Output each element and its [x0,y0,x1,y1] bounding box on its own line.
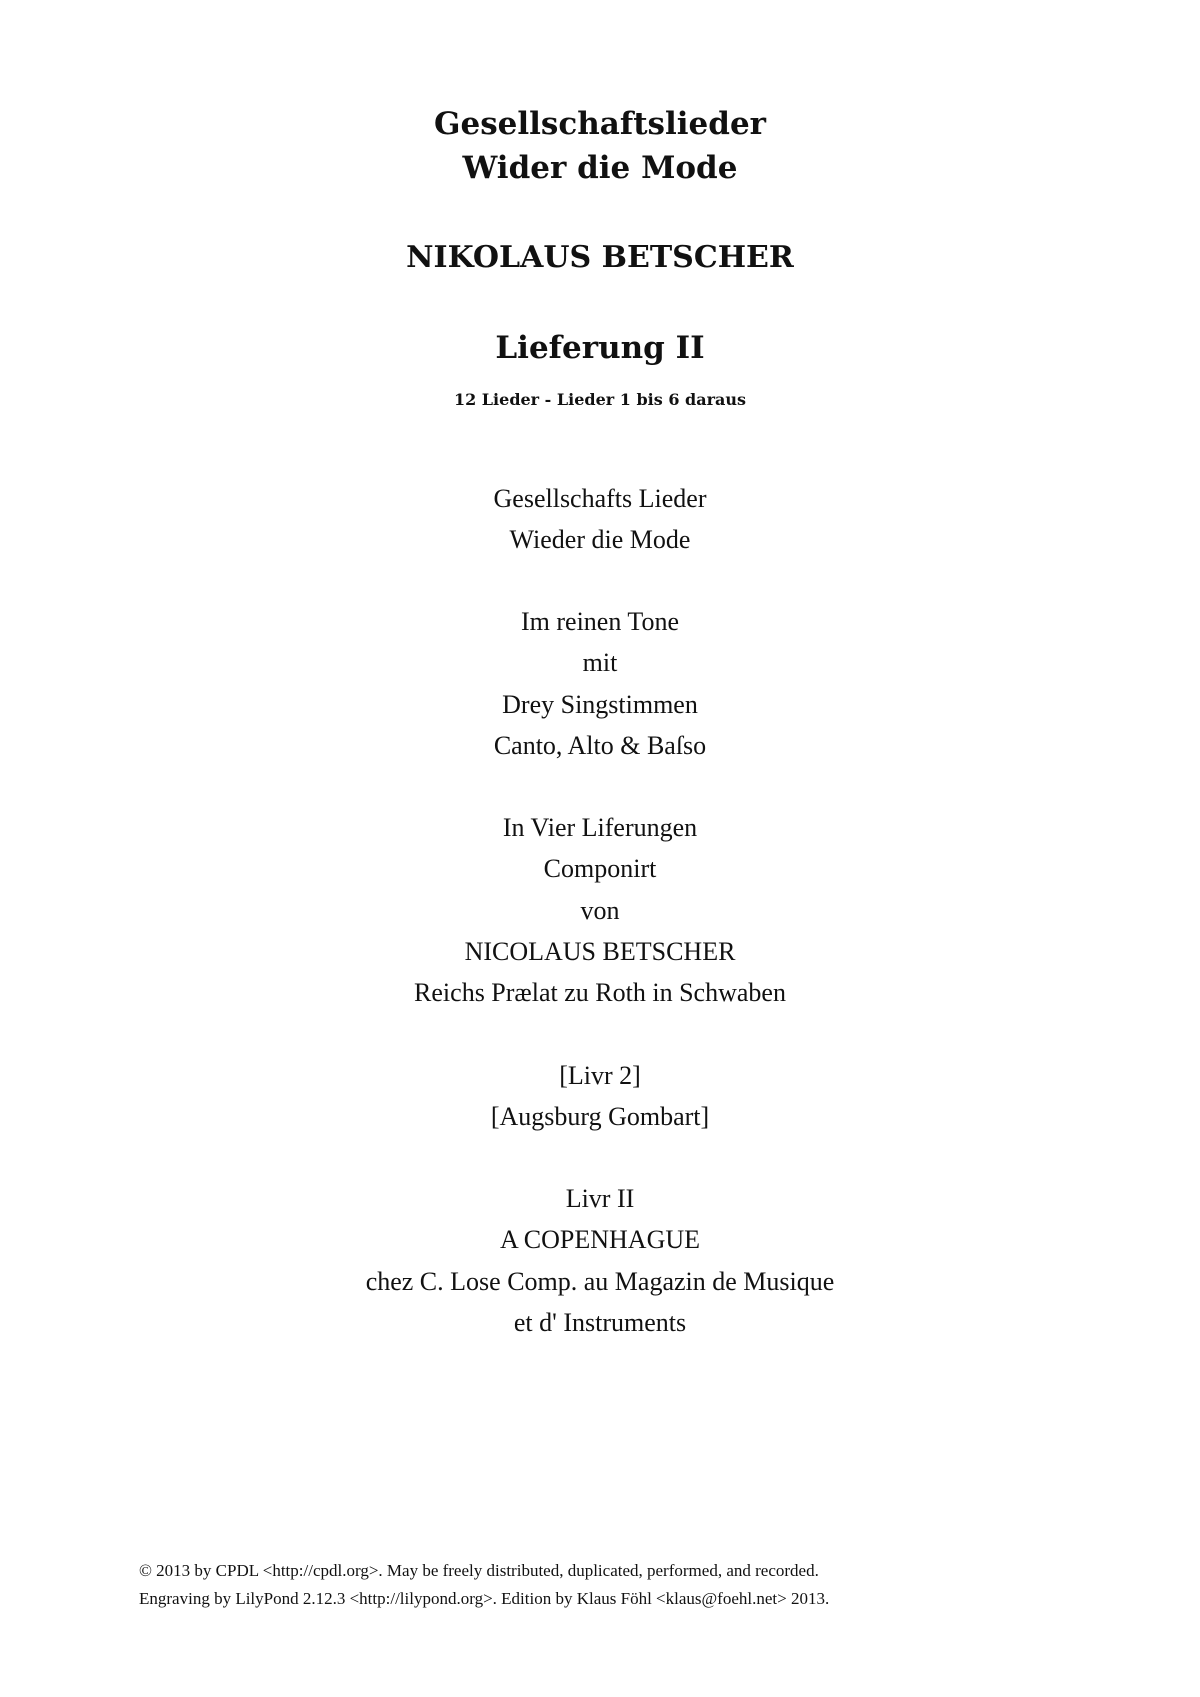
orig-title-line: Drey Singstimmen [502,690,698,719]
orig-title-line: Im reinen Tone [521,607,679,636]
orig-title-line: von [580,896,620,925]
orig-title-line: chez C. Lose Comp. au Magazin de Musique [365,1267,835,1296]
orig-title-line: Canto, Alto & Baſso [493,731,707,760]
orig-title-line: Livr II [565,1184,635,1213]
copyright-line: © 2013 by CPDL <http://cpdl.org>. May be freely distributed, duplicated, performed, and recorded. [139,1561,819,1580]
orig-title-line: [Livr 2] [559,1061,641,1090]
composer-name: NIKOLAUS BETSCHER [406,240,794,275]
orig-title-line: Wieder die Mode [509,525,691,554]
orig-title-line: NICOLAUS BETSCHER [464,937,736,966]
orig-title-line: In Vier Liferungen [502,813,698,842]
orig-title-line: mit [582,648,618,677]
orig-title-line: Componirt [543,854,657,883]
part-subtitle: 12 Lieder - Lieder 1 bis 6 daraus [453,390,747,409]
orig-title-line: [Augsburg Gombart] [490,1102,710,1131]
engraving-credit-line: Engraving by LilyPond 2.12.3 <http://lilypond.org>. Edition by Klaus Föhl <klaus@foehl.net> 2013. [139,1589,830,1608]
part-title: Lieferung II [495,330,705,366]
orig-title-line: A COPENHAGUE [499,1225,701,1254]
orig-title-line: Reichs Prælat zu Roth in Schwaben [414,978,786,1007]
title-line-1: Gesellschaftslieder [434,106,766,142]
orig-title-line: et d' Instruments [513,1308,687,1337]
title-line-2: Wider die Mode [462,150,738,186]
orig-title-line: Gesellschafts Lieder [493,484,707,513]
